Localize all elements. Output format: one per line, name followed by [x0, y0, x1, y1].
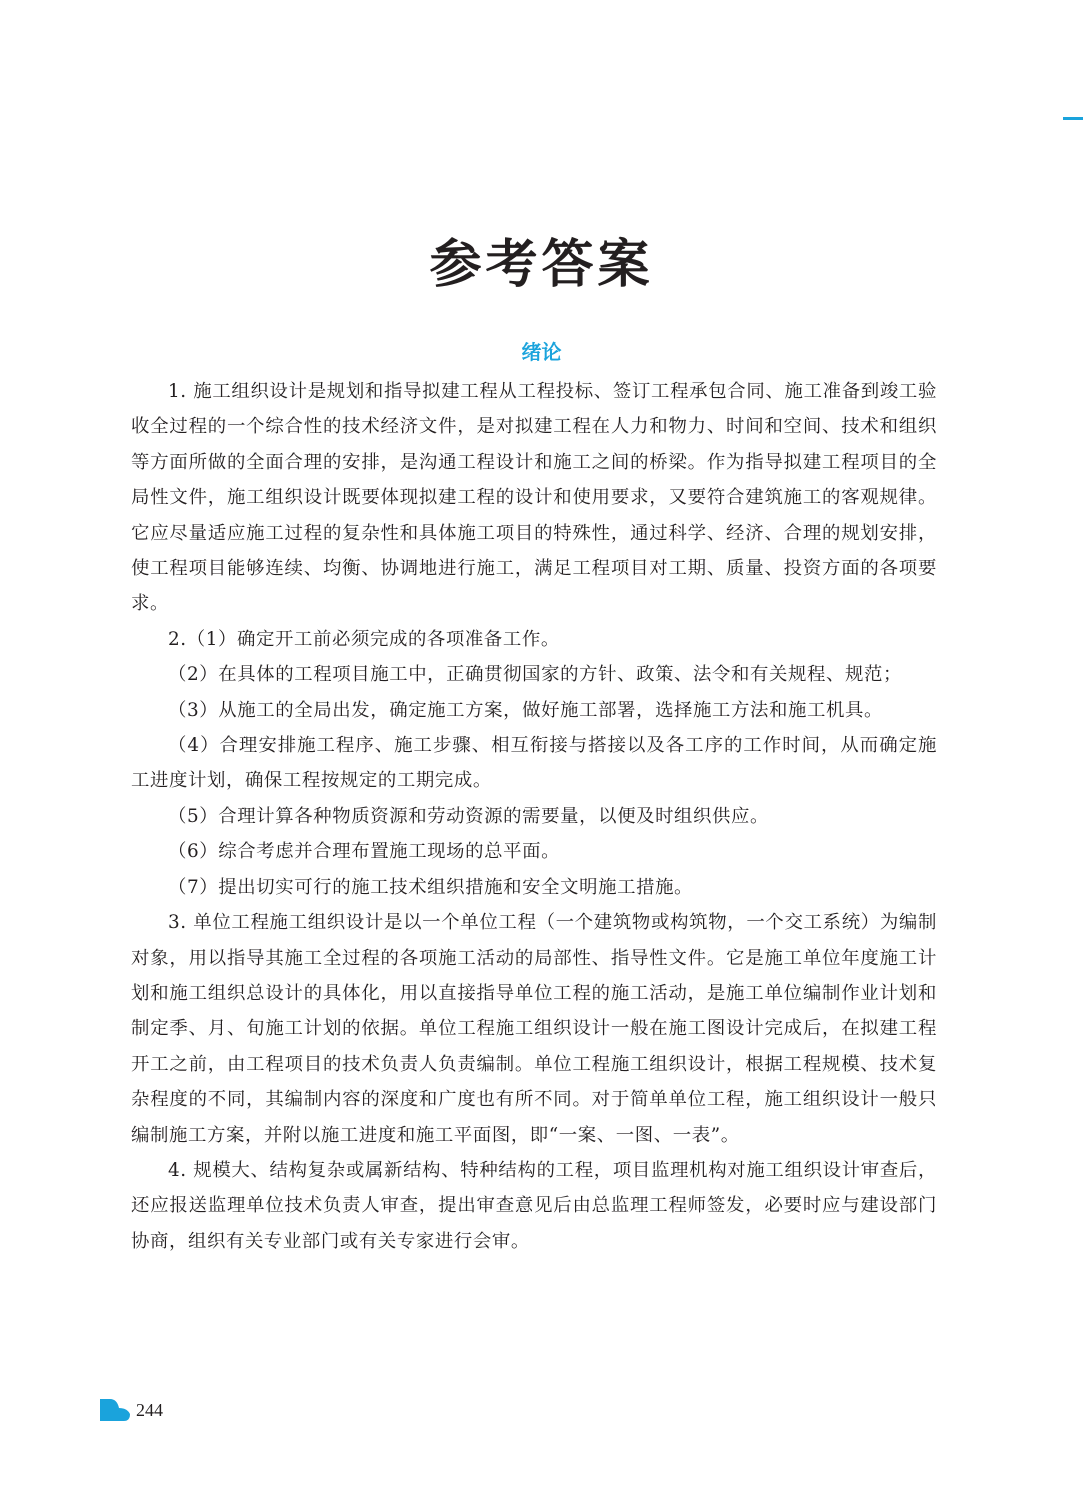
section-title: 绪论 — [521, 340, 562, 364]
body-text — [131, 374, 937, 1259]
page-tab-icon — [100, 1399, 130, 1421]
answer-2-item-5: （5）合理计算各种物质资源和劳动资源的需要量，以便及时组织供应。 — [168, 805, 770, 827]
answer-1: 1. 施工组织设计是规划和指导拟建工程从工程投标、签订工程承包合同、施工准备到竣工验收全过程的一个综合性的技术经济文件，是对拟建工程在人力和物力、时间和空间、技术和组织等方面所做的全面合理的安排，是沟通工程设计和施工之间的桥梁。作为指导拟建工程项目的全局性文件，施工组织设计既要体现拟建工程的设计和使用要求，又要符合建筑施工的客观规律。它应尽量适应施工过程的复杂性和具体施工项目的特殊性，通过科学、经济、合理的规划安排，使工程项目能够连续、均衡、协调地进行施工，满足工程项目对工期、质量、投资方面的各项要求。 — [131, 381, 937, 615]
answer-3: 3. 单位工程施工组织设计是以一个单位工程（一个建筑物或构筑物，一个交工系统）为编制对象，用以指导其施工全过程的各项施工活动的局部性、指导性文件。它是施工单位年度施工计划和施工组织总设计的具体化，用以直接指导单位工程的施工活动，是施工单位编制作业计划和制定季、月、旬施工计划的依据。单位工程施工组织设计一般在施工图设计完成后，在拟建工程开工之前，由工程项目的技术负责人负责编制。单位工程施工组织设计，根据工程规模、技术复杂程度的不同，其编制内容的深度和广度也有所不同。对于简单单位工程，施工组织设计一般只编制施工方案，并附以施工进度和施工平面图，即“一案、一图、一表”。 — [131, 912, 937, 1146]
answer-2-item-1: 2.（1）确定开工前必须完成的各项准备工作。 — [168, 628, 560, 650]
answer-2-item-6: （6）综合考虑并合理布置施工现场的总平面。 — [168, 841, 561, 863]
answer-2-item-3: （3）从施工的全局出发，确定施工方案，做好施工部署，选择施工方法和施工机具。 — [168, 699, 883, 721]
page-number: 244 — [136, 1399, 163, 1420]
answer-2-item-4: （4）合理安排施工程序、施工步骤、相互衔接与搭接以及各工序的工作时间，从而确定施工进度计划，确保工程按规定的工期完成。 — [131, 735, 937, 792]
page-footer — [100, 1398, 163, 1422]
edge-tab-marker — [1063, 117, 1083, 120]
answer-4: 4. 规模大、结构复杂或属新结构、特种结构的工程，项目监理机构对施工组织设计审查后，还应报送监理单位技术负责人审查，提出审查意见后由总监理工程师签发，必要时应与建设部门协商，组织有关专业部门或有关专家进行会审。 — [131, 1159, 937, 1252]
answer-2-item-7: （7）提出切实可行的施工技术组织措施和安全文明施工措施。 — [168, 876, 694, 898]
page-title: 参考答案 — [429, 235, 654, 295]
answer-2-item-2: （2）在具体的工程项目施工中，正确贯彻国家的方针、政策、法令和有关规程、规范； — [168, 664, 902, 686]
